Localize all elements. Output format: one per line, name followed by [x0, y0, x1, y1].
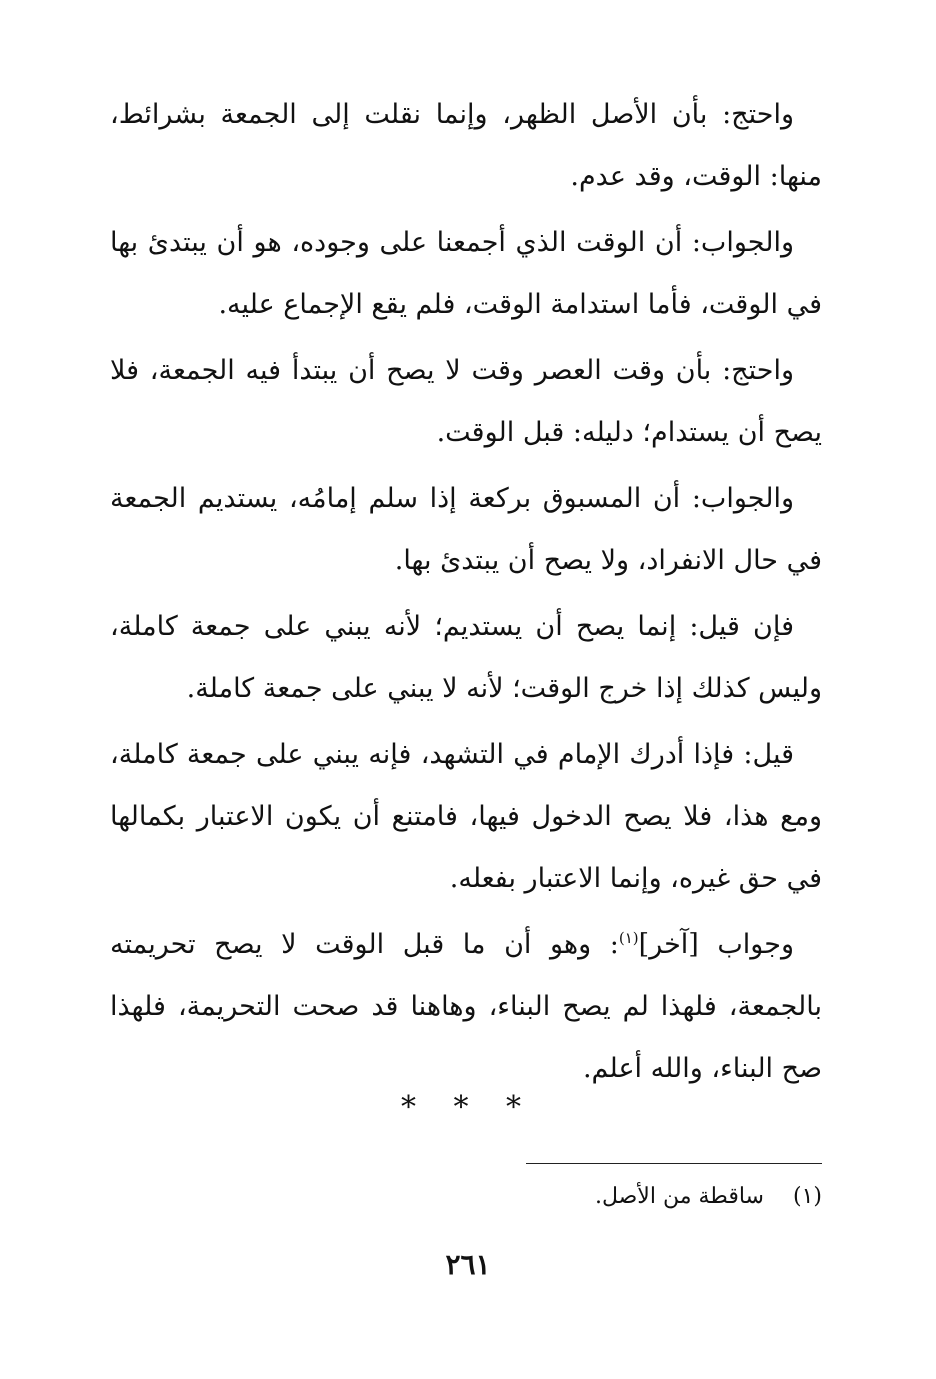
paragraph-2 [110, 212, 822, 336]
paragraph-4 [110, 468, 822, 592]
paragraph-text: واحتج: بأن وقت العصر وقت لا يصح أن يبتدأ فيه الجمعة، فلا يصح أن يستدام؛ دليله: قبل الوقت. [110, 355, 822, 448]
page-body [110, 84, 822, 1104]
footnote [595, 1184, 822, 1209]
footnote-number: (١) [792, 1184, 822, 1209]
paragraph-text: والجواب: أن المسبوق بركعة إذا سلم إمامُه، يستديم الجمعة في حال الانفراد، ولا يصح أن يبتدئ بها. [110, 483, 822, 576]
paragraph-text: والجواب: أن الوقت الذي أجمعنا على وجوده، هو أن يبتدئ بها في الوقت، فأما استدامة الوقت، فلم يقع الإجماع عليه. [110, 227, 822, 320]
paragraph-6 [110, 724, 822, 910]
footnote-text: ساقطة من الأصل. [594, 1184, 764, 1209]
page-number: ٢٦١ [445, 1248, 491, 1281]
paragraph-3 [110, 340, 822, 464]
paragraph-text-start: وجواب [آخر] [638, 929, 794, 960]
paragraph-5 [110, 596, 822, 720]
paragraph-text: فإن قيل: إنما يصح أن يستديم؛ لأنه يبني على جمعة كاملة، وليس كذلك إذا خرج الوقت؛ لأنه لا يبني على جمعة كاملة. [110, 611, 822, 704]
paragraph-7 [110, 914, 822, 1100]
section-separator: * * * [400, 1090, 536, 1125]
paragraph-1 [110, 84, 822, 208]
paragraph-text: واحتج: بأن الأصل الظهر، وإنما نقلت إلى الجمعة بشرائط، منها: الوقت، وقد عدم. [110, 99, 822, 192]
footnote-divider [526, 1163, 822, 1164]
footnote-reference[interactable]: (١) [618, 929, 639, 947]
paragraph-text-end: : وهو أن ما قبل الوقت لا يصح تحريمته بالجمعة، فلهذا لم يصح البناء، وهاهنا قد صحت التحريمة، فلهذا صح البناء، والله أعلم. [110, 929, 822, 1084]
paragraph-text: قيل: فإذا أدرك الإمام في التشهد، فإنه يبني على جمعة كاملة، ومع هذا، فلا يصح الدخول فيها، فامتنع أن يكون الاعتبار بكمالها في حق غيره، وإنما الاعتبار بفعله. [110, 739, 822, 894]
